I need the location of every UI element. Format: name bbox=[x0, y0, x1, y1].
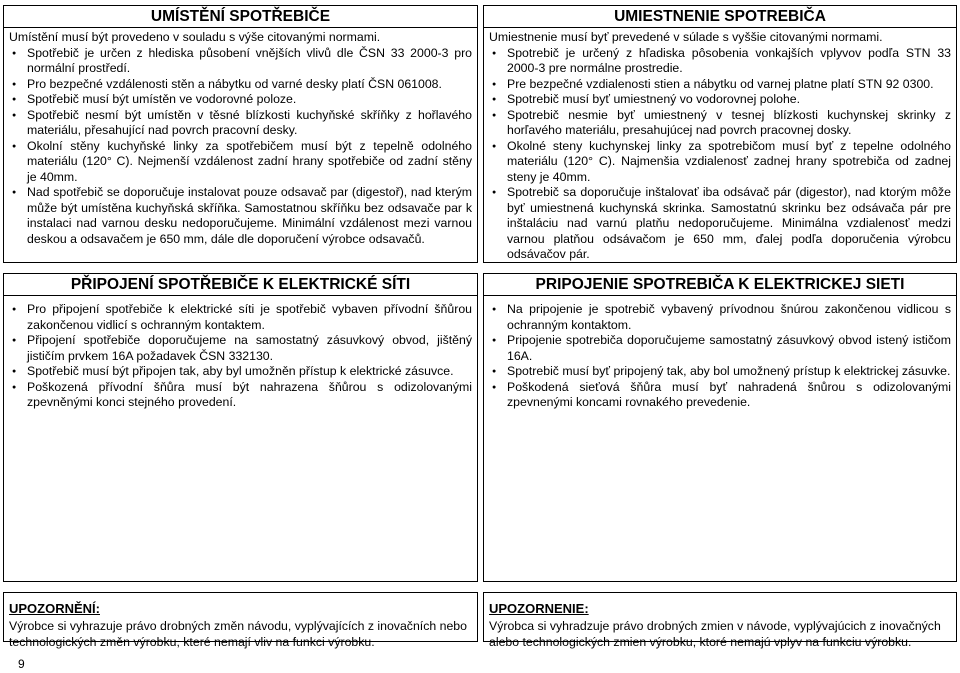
list-item: ● Pripojenie spotrebiča doporučujeme samostatný zásuvkový obvod istený ističom 16A. bbox=[489, 333, 951, 364]
note-text-sk: Výrobca si vyhradzuje právo drobných zmien v návode, vyplývajúcich z inovačných alebo technologických zmien výrobku, ktoré nemajú vplyv na funkciu výrobku. bbox=[489, 619, 941, 649]
list-item: ● Pro bezpečné vzdálenosti stěn a nábytku od varné desky platí ČSN 061008. bbox=[9, 77, 472, 93]
placement-box-sk bbox=[483, 5, 957, 263]
list-item: ● Okolní stěny kuchyňské linky za spotřebičem musí být z tepelně odolného materiálu (120° C). Nejmenší vzdálenost zadní hrany spotřebiče od zadní stěny je 40mm. bbox=[9, 139, 472, 186]
note-box-sk bbox=[483, 592, 957, 649]
list-item: ● Spotrebič musí byť pripojený tak, aby bol umožnený prístup k elektrickej zásuvke. bbox=[489, 364, 951, 380]
electric-title-sk: PRIPOJENIE SPOTREBIČA K ELEKTRICKEJ SIETI bbox=[484, 274, 956, 296]
placement-intro-cz: Umístění musí být provedeno v souladu s výše citovanými normami. bbox=[9, 30, 381, 44]
placement-intro-sk: Umiestnenie musí byť prevedené v súlade s vyššie citovanými normami. bbox=[489, 30, 883, 44]
list-item: ● Spotřebič nesmí být umístěn v těsné blízkosti kuchyňské skříňky z hořlavého materiálu, přesahující nad povrch pracovní desky. bbox=[9, 108, 472, 139]
electric-title-cz: PŘIPOJENÍ SPOTŘEBIČE K ELEKTRICKÉ SÍTI bbox=[4, 274, 477, 296]
note-box-cz bbox=[3, 592, 478, 649]
note-title-cz: UPOZORNĚNÍ: bbox=[9, 601, 100, 616]
list-item: ● Připojení spotřebiče doporučujeme na samostatný zásuvkový obvod, jištěný jističím prvkem 16A požadavek ČSN 332130. bbox=[9, 333, 472, 364]
list-item: ● Poškodená sieťová šňůra musí byť nahradená šnůrou s odizolovanými zpevnenými koncami rovnakého prevedenie. bbox=[489, 380, 951, 411]
list-item: ● Spotrebič nesmie byť umiestnený v tesnej blízkosti kuchynskej skrinky z horľavého materiálu, presahujúcej nad povrch pracovnej dosky. bbox=[489, 108, 951, 139]
placement-title-cz: UMÍSTĚNÍ SPOTŘEBIČE bbox=[4, 6, 477, 28]
list-item: ● Na pripojenie je spotrebič vybavený prívodnou šnúrou zakončenou vidlicou s ochranným kontaktom. bbox=[489, 302, 951, 333]
list-item: ● Nad spotřebič se doporučuje instalovat pouze odsavač par (digestoř), nad kterým může být umístěna kuchyňská skříňka. Samostatnou skříňku bez odsavače par k instalaci nad varnou desku nedoporučujeme. Minimální vzdálenost mezi varnou deskou a odsavačem je 650 mm, dále dle doporučení výrobce odsavačů. bbox=[9, 185, 472, 247]
list-item: ● Okolné steny kuchynskej linky za spotrebičom musí byť z tepelne odolného materiálu (120° C). Najmenšia vzdialenosť zadnej hrany spotrebiča od zadnej steny je 40mm. bbox=[489, 139, 951, 186]
list-item: ● Pro připojení spotřebiče k elektrické síti je spotřebič vybaven přívodní šňůrou zakončenou vidlicí s ochranným kontaktem. bbox=[9, 302, 472, 333]
note-title-sk: UPOZORNENIE: bbox=[489, 601, 589, 616]
page-number: 9 bbox=[18, 657, 25, 671]
note-text-cz: Výrobce si vyhrazuje právo drobných změn návodu, vyplývajících z inovačních nebo technologických změn výrobku, které nemají vliv na funkci výrobku. bbox=[9, 619, 467, 649]
placement-box-cz bbox=[3, 5, 478, 263]
list-item: ● Spotřebič je určen z hlediska působení vnějších vlivů dle ČSN 33 2000-3 pro normální prostředí. bbox=[9, 46, 472, 77]
placement-title-sk: UMIESTNENIE SPOTREBIČA bbox=[484, 6, 956, 28]
list-item: ● Poškozená přívodní šňůra musí být nahrazena šňůrou s odizolovanými zpevněnými konci stejného provedení. bbox=[9, 380, 472, 411]
list-item: ● Pre bezpečné vzdialenosti stien a nábytku od varnej platne platí STN 92 0300. bbox=[489, 77, 951, 93]
list-item: ● Spotrebič je určený z hľadiska pôsobenia vonkajších vplyvov podľa STN 33 2000-3 pre normálne prostredie. bbox=[489, 46, 951, 77]
electric-box-cz bbox=[3, 273, 478, 582]
electric-box-sk bbox=[483, 273, 957, 582]
list-item: ● Spotrebič musí byť umiestnený vo vodorovnej polohe. bbox=[489, 92, 951, 108]
list-item: ● Spotřebič musí být umístěn ve vodorovné poloze. bbox=[9, 92, 472, 108]
list-item: ● Spotřebič musí být připojen tak, aby byl umožněn přístup k elektrické zásuvce. bbox=[9, 364, 472, 380]
list-item: ● Spotrebič sa doporučuje inštalovať iba odsávač pár (digestor), nad ktorým môže byť umiestnená kuchynská skrinka. Samostatnú skrinku bez odsávača pár pre inštaláciu nad varnú platňu nedoporučujeme. Minimálna vzdialenosť medzi varnou platňou odsávačom je 650 mm, ďalej podľa doporučenia výrobcu odsávačov pár. bbox=[489, 185, 951, 263]
